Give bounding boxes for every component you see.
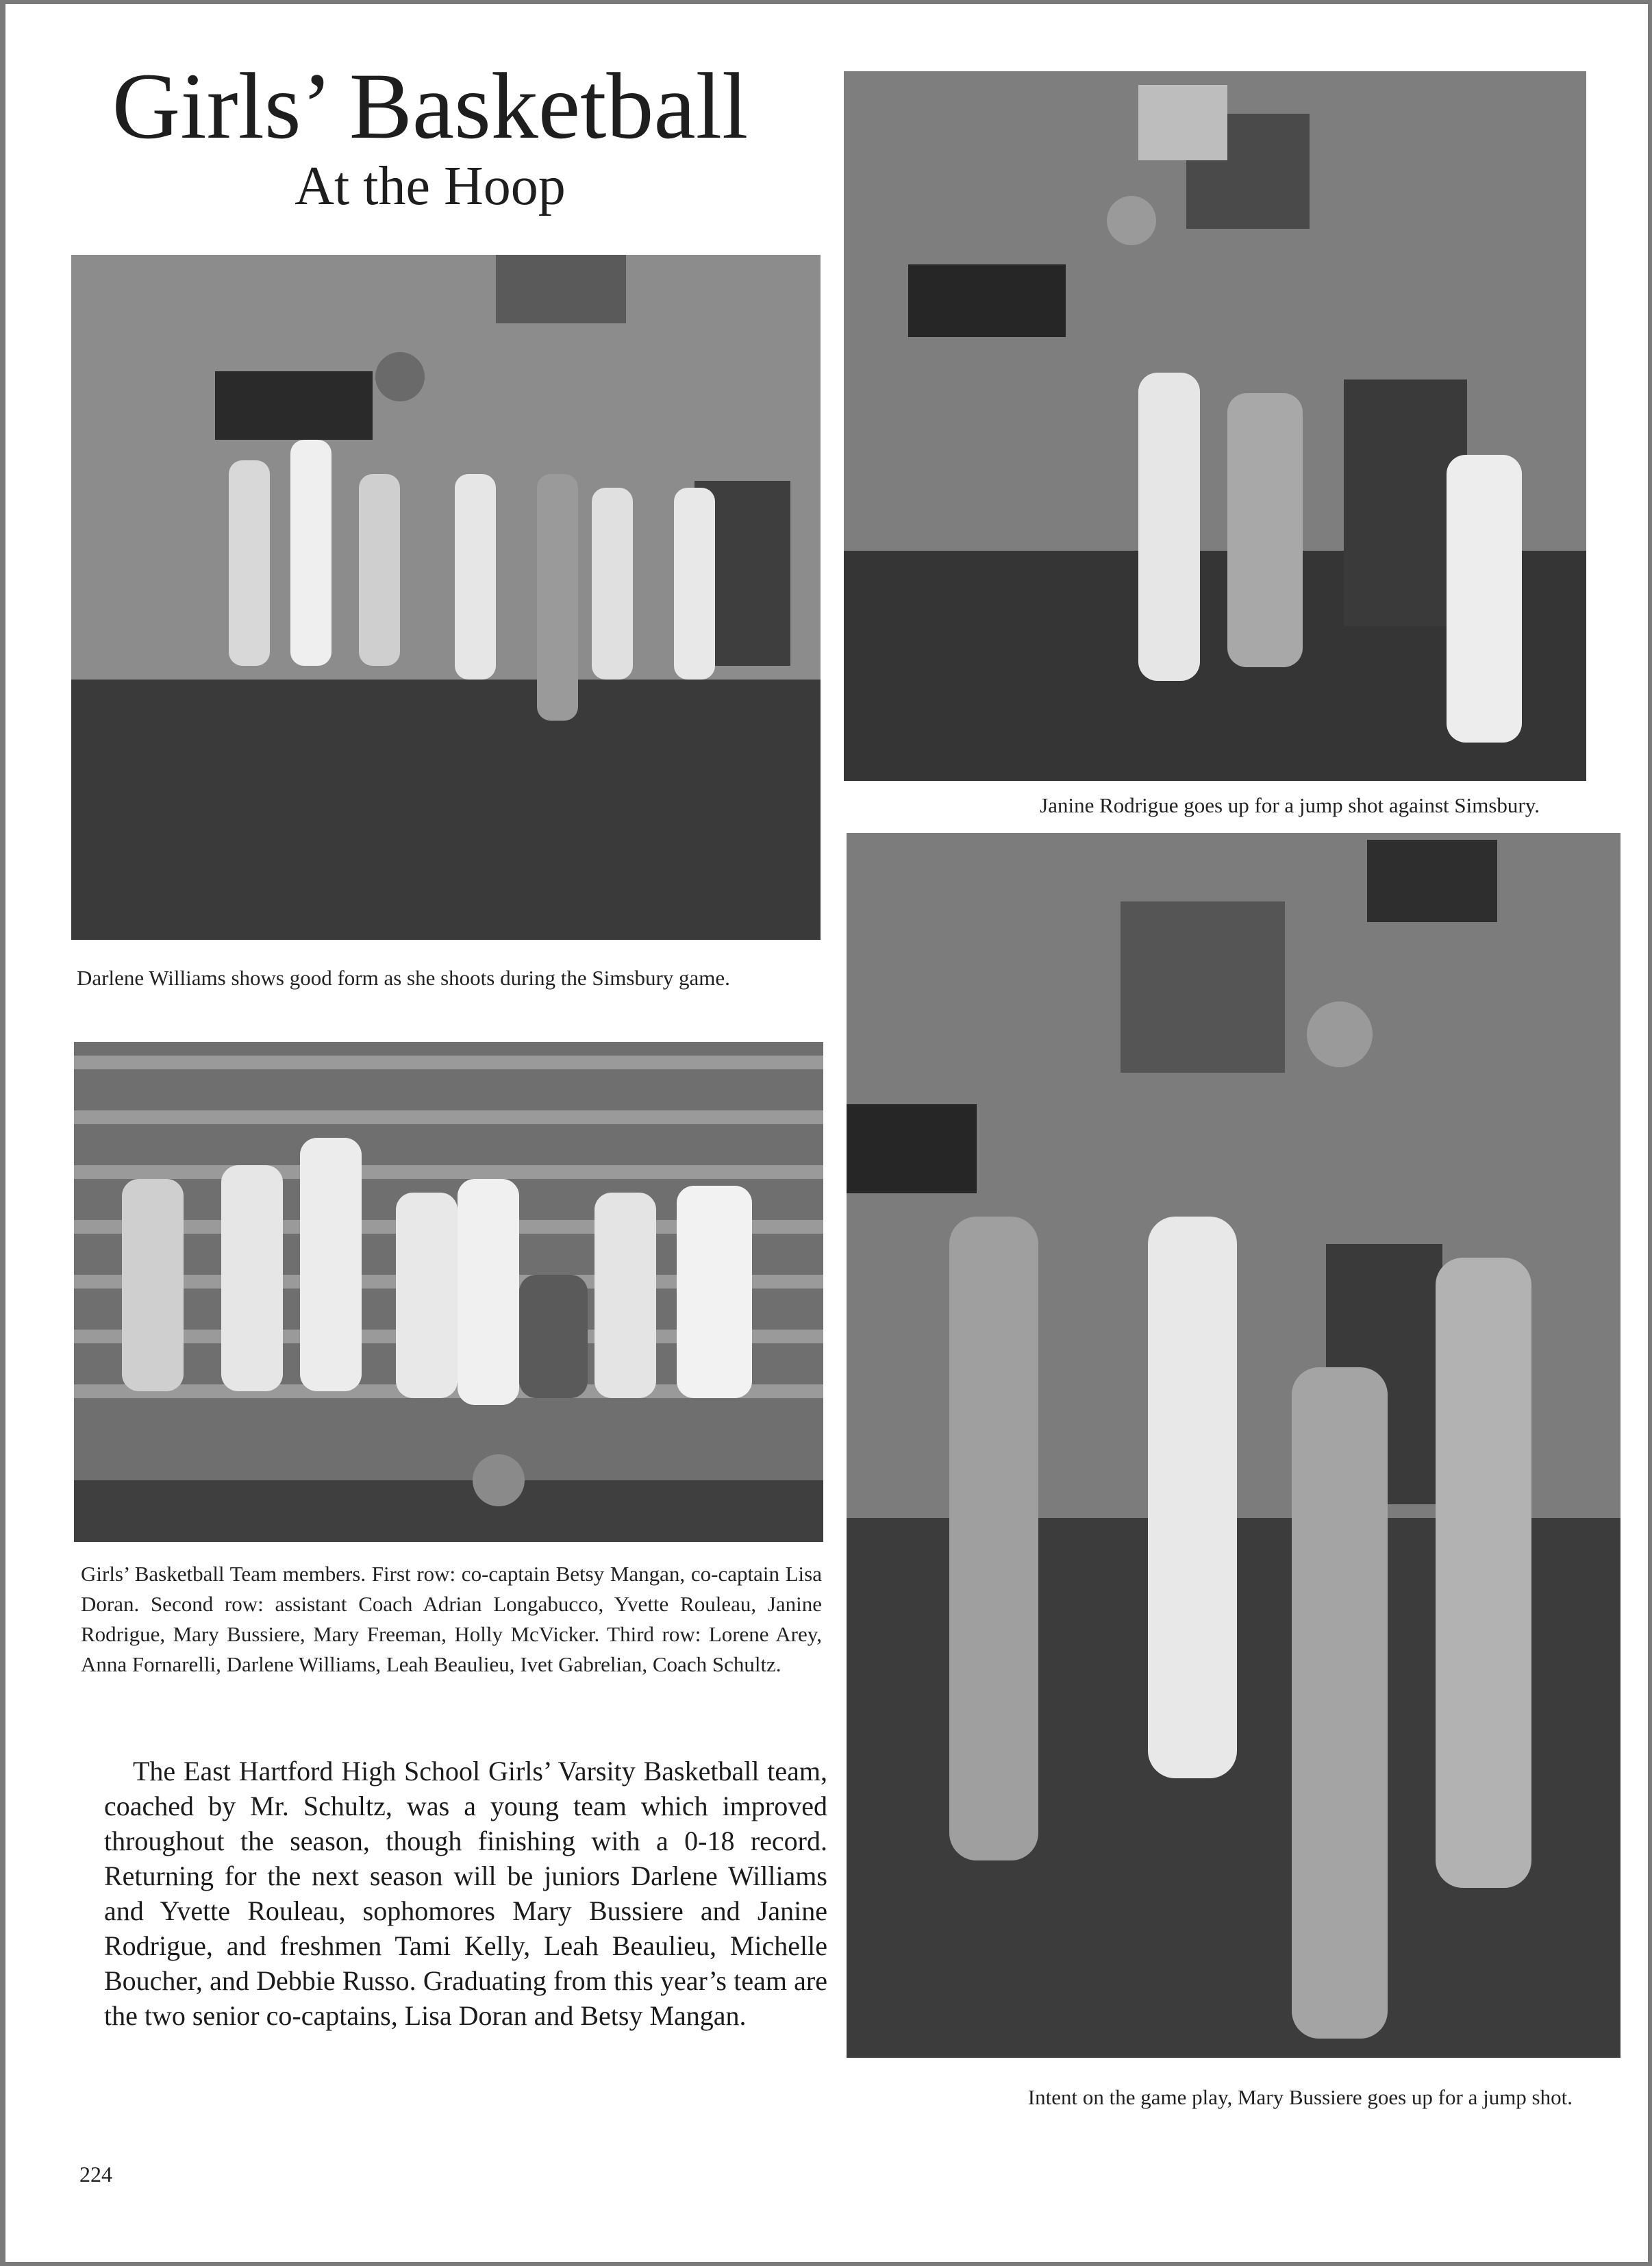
- game-play-photo: [847, 833, 1620, 2058]
- page-subtitle: At the Hoop: [295, 156, 566, 216]
- team-photo-caption: Girls’ Basketball Team members. First row: co-captain Betsy Mangan, co-captain Lisa Doran. Second row: assistant Coach Adrian Longabucco, Yvette Rouleau, Janine Rodrigue, Mary Bussiere, Mary Freeman, Holly McVicker. Third row: Lorene Arey, Anna Fornarelli, Darlene Williams, Leah Beaulieu, Ivet Gabrelian, Coach Schultz.: [81, 1562, 822, 1676]
- team-photo: [74, 1042, 823, 1542]
- shooting-photo-caption: Darlene Williams shows good form as she shoots during the Simsbury game.: [77, 966, 730, 990]
- page-number: 224: [79, 2162, 112, 2187]
- jump-shot-caption: Janine Rodrigue goes up for a jump shot against Simsbury.: [1040, 793, 1540, 817]
- jump-shot-photo: [844, 71, 1586, 781]
- article-body: The East Hartford High School Girls’ Varsity Basketball team, coached by Mr. Schultz, was a young team which improved throughout the season, though finishing with a 0-18 record. Returning for the next season will be juniors Darlene Williams and Yvette Rouleau, sophomores Mary Bussiere and Janine Rodrigue, and freshmen Tami Kelly, Leah Beaulieu, Michelle Boucher, and Debbie Russo. Graduating from this year’s team are the two senior co-captains, Lisa Doran and Betsy Mangan.: [104, 1756, 827, 2031]
- shooting-photo: [71, 255, 821, 940]
- page-title: Girls’ Basketball: [112, 53, 749, 158]
- yearbook-page: [5, 4, 1648, 2262]
- game-play-caption: Intent on the game play, Mary Bussiere goes up for a jump shot.: [1027, 2085, 1573, 2109]
